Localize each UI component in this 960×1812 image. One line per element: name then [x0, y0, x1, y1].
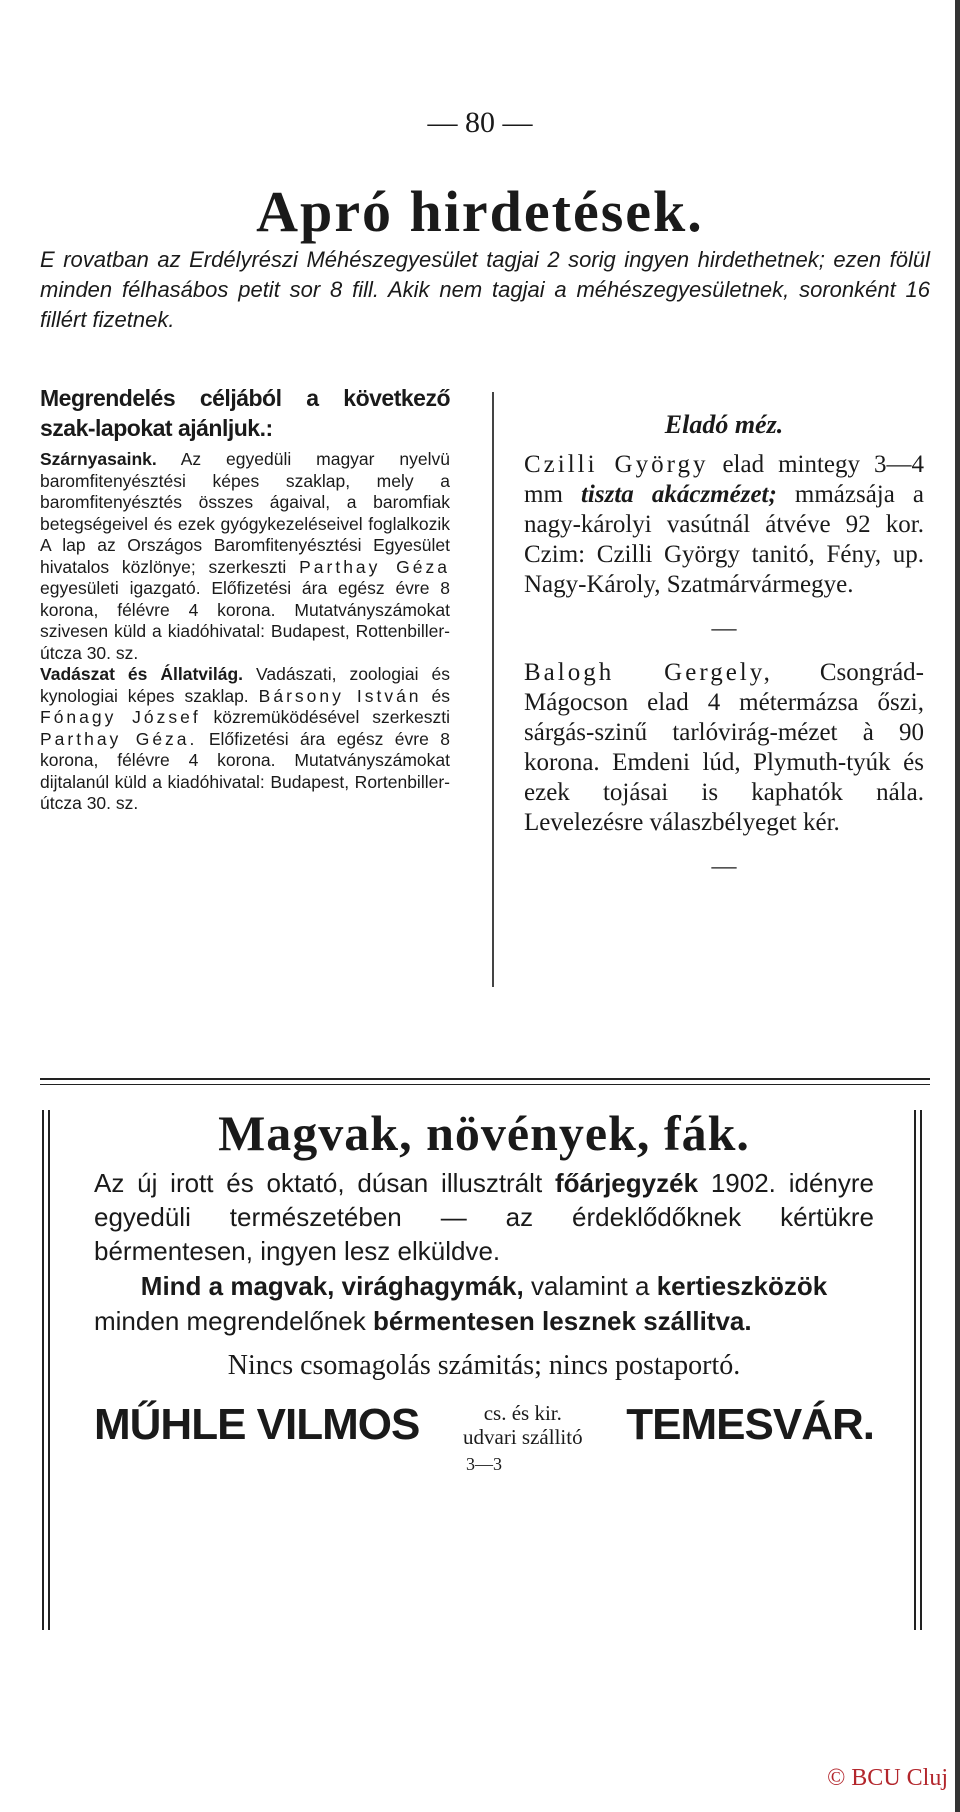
ad-text: Az egyedüli magyar nyelvü baromfitenyésztési képes szaklap, mely a baromfitenyésztés összes ágaival, a baromfiak betegségeivel és ezek gyógykezeléseivel foglalkozik A lap az Országos Baromfitenyésztési Egyesület hivatalos közlönye; szerkeszti: [40, 449, 450, 577]
ad-emphasis: főárjegyzék: [554, 1168, 699, 1198]
separator-dash: —: [711, 615, 737, 642]
seller-name: Czilli György: [524, 451, 709, 478]
column-divider: [492, 392, 494, 987]
ad-emphasis: bérmentesen lesznek szállitva.: [372, 1306, 752, 1336]
merchant-city: TEMESVÁR.: [626, 1400, 874, 1449]
ad-balogh: [524, 658, 924, 838]
editor-name: Fónagy József: [40, 707, 201, 727]
ad-text: Vadászati, zoologiai és kynologiai képes szaklap.: [40, 664, 450, 706]
right-heading: Eladó méz.: [664, 410, 784, 439]
seller-name: Balogh Gergely,: [524, 659, 773, 686]
seed-advertisement: [94, 1100, 874, 1475]
ad-text: Csongrád-Mágocson elad 4 métermázsa őszi, sárgás-szinű tarlóvirág-mézet à 90 korona. Emdeni lúd, Plymuth-tyúk és ezek tojásai is kaphatók nála. Levelezésre válaszbélyeget kér.: [524, 659, 924, 836]
ad-text: egyesületi igazgató. Előfizetési ára egész évre 8 korona, félévre 4 korona. Mutatványszámokat szivesen küld a kiadóhivatal: Budapest, Rottenbiller-útcza 30. sz.: [40, 578, 450, 663]
ad-number: 3—3: [466, 1454, 502, 1474]
editor-name: Bársony István: [258, 685, 422, 706]
ad-text: elad mintegy 3—4 mm: [524, 451, 924, 508]
copyright-watermark: © BCU Cluj: [827, 1765, 948, 1791]
intro-paragraph: E rovatban az Erdélyrészi Méhészegyesület tagjai 2 sorig ingyen hirdethetnek; ezen fölül minden félhasábos petit sor 8 fill. Akik nem tagjai a méhészegyesületnek, soronként 16 fillért fizetnek.: [40, 247, 930, 332]
ad-emphasis: tiszta akáczmézet;: [580, 481, 777, 508]
ad-title: Szárnyasaink.: [40, 449, 157, 469]
separator-dash: —: [711, 853, 737, 880]
merchant-name: MŰHLE VILMOS: [94, 1400, 420, 1449]
editor-name: Parthay Géza.: [40, 728, 198, 749]
right-column: [524, 410, 924, 896]
ad-text: valamint a: [530, 1271, 650, 1301]
ad-emphasis: kertieszközök: [656, 1271, 828, 1301]
ad-text: közremüködésével szerkeszti: [213, 707, 450, 727]
ad-text: és: [431, 685, 451, 706]
box-border-right-inner: [914, 1110, 916, 1630]
ad-text: mmázsája a nagy-károlyi vasútnál átvéve 92 kor. Czim: Czilli György tanitó, Fény, up. Nagy-Károly, Szatmárvármegye.: [524, 481, 925, 598]
left-heading: Megrendelés céljából a következő szak-lapokat ajánljuk.:: [40, 385, 450, 441]
page-number: — 80 —: [427, 106, 533, 139]
box-border-right: [920, 1110, 922, 1630]
ad-vadaszat: [40, 664, 450, 815]
ad-text: Előfizetési ára egész évre 8 korona, félévre 4 korona. Mutatványszámokat dijtalanúl küld a kiadóhivatal: Budapest, Rortenbiller-útcza 30. sz.: [40, 728, 450, 813]
box-border-left: [42, 1110, 44, 1630]
ad-text: Az új irott és oktató, dúsan illusztrált: [94, 1168, 543, 1198]
ad-packing-line: Nincs csomagolás számitás; nincs postaportó.: [227, 1350, 741, 1381]
left-column: [40, 383, 450, 815]
ad-headline: Magvak, növények, fák.: [218, 1105, 750, 1161]
page-edge: [955, 0, 960, 1812]
ad-szarnyasaink: [40, 449, 450, 664]
editor-name: Parthay Géza: [299, 556, 450, 577]
ad-bold-line: [94, 1268, 874, 1304]
box-border-left-inner: [48, 1110, 50, 1630]
ad-description: [94, 1166, 874, 1268]
ad-emphasis: Mind a magvak, virághagymák,: [140, 1271, 524, 1301]
double-rule-bottom: [40, 1084, 930, 1085]
ad-text: 1902. idényre egyedüli természetében — az érdeklődőknek kértükre bérmentesen, ingyen lesz elküldve.: [94, 1168, 874, 1266]
ad-text: minden megrendelőnek: [94, 1306, 366, 1336]
ad-title: Vadászat és Állatvilág.: [40, 664, 244, 684]
merchant-title: [463, 1401, 583, 1449]
page-title: Apró hirdetések.: [256, 179, 704, 244]
ad-delivery-line: [94, 1304, 874, 1338]
ad-czilli: [524, 450, 924, 600]
merchant-title-bottom: udvari szállitó: [463, 1425, 583, 1449]
double-rule-top: [40, 1078, 930, 1080]
ad-signature-row: [94, 1400, 874, 1450]
merchant-title-top: cs. és kir.: [483, 1401, 562, 1425]
